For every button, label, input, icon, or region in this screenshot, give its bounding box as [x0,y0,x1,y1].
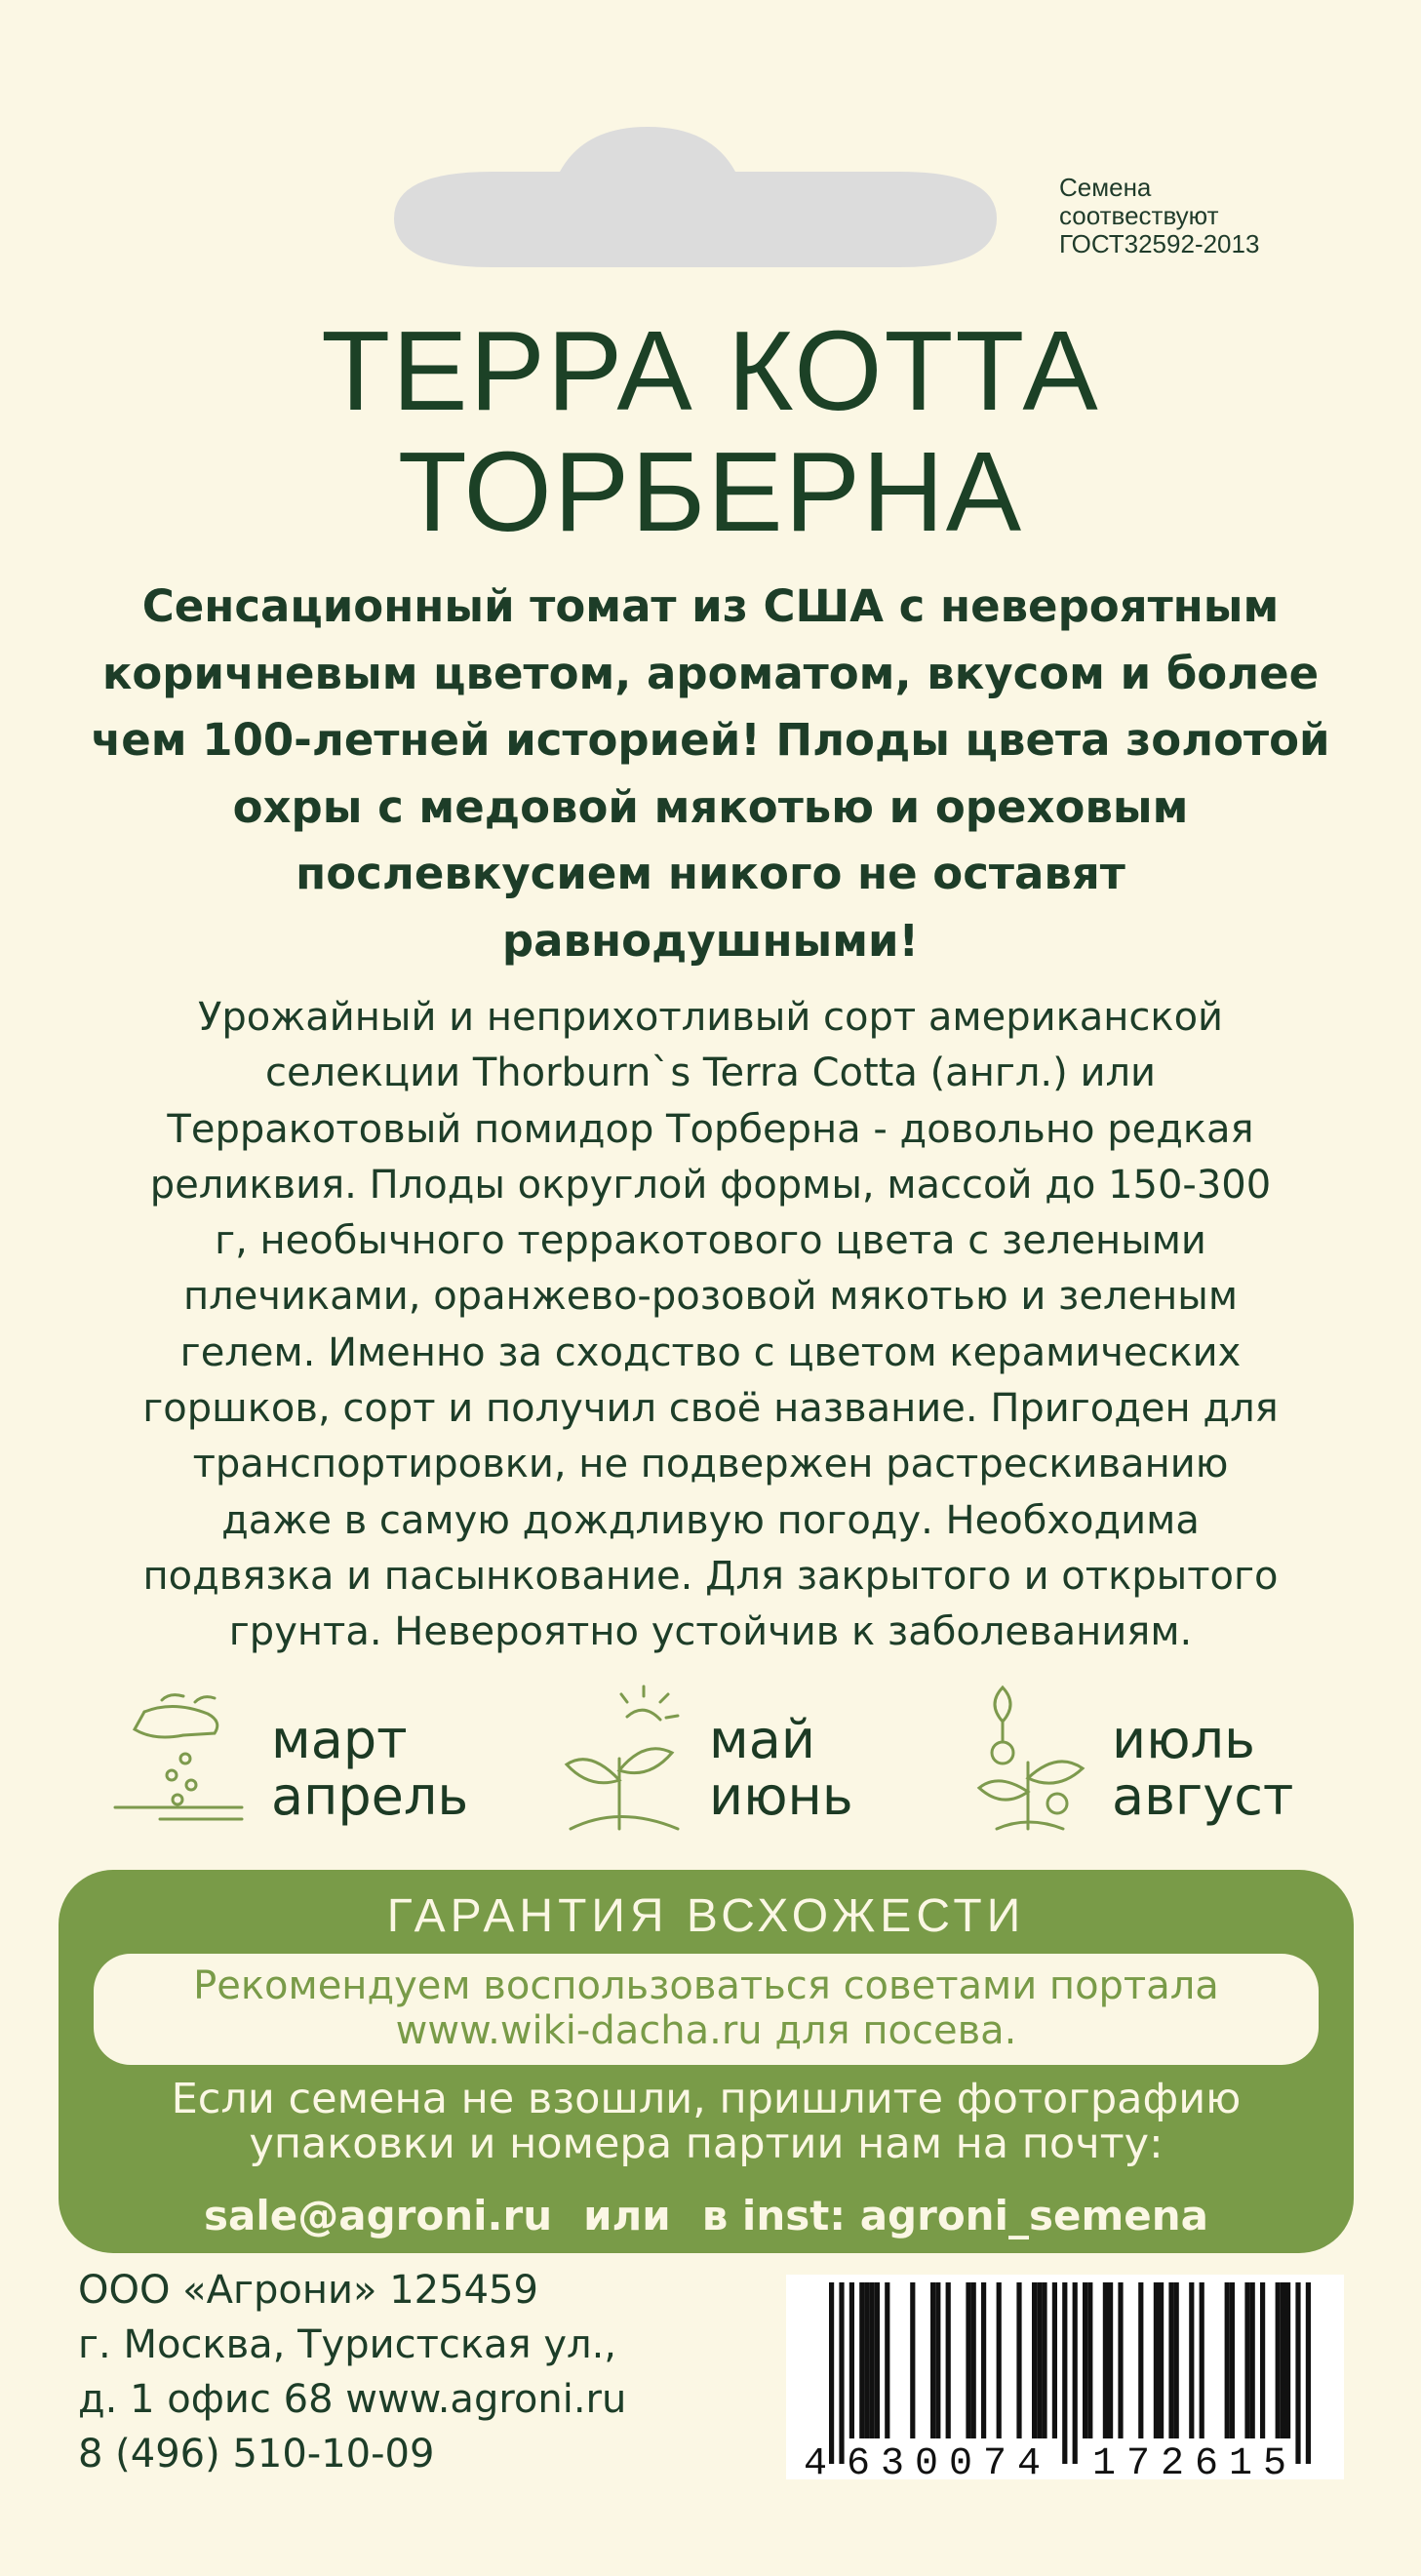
barcode-bar [1052,2282,1057,2438]
description-line: транспортировки, не подвержен растрескиванию [192,1442,1229,1487]
barcode-bar [1032,2282,1037,2438]
barcode-bar [1037,2282,1042,2438]
advice-line: www.wiki-dacha.ru для посева. [395,2008,1017,2053]
month-label: апрель [271,1765,469,1827]
description-line: грунта. Невероятно устойчив к заболеваниям. [228,1609,1193,1655]
barcode-bar [1174,2282,1179,2438]
lead-paragraph [39,574,1382,974]
lead-line: чем 100-летней историей! Плоды цвета золотой [91,714,1330,766]
company-line: 8 (496) 510-10-09 [78,2432,435,2477]
barcode-bar [1108,2282,1113,2438]
barcode-bar [1168,2282,1173,2438]
month-label: август [1112,1765,1294,1827]
season-label [709,1709,853,1827]
season-label [1112,1709,1294,1827]
instagram-handle[interactable]: в inst: agroni_semena [701,2192,1208,2239]
barcode-bar [971,2282,976,2438]
lead-line: послевкусием никого не оставят [296,848,1125,899]
description-line: Терракотовый помидор Торберна - довольно редкая [167,1106,1254,1152]
barcode [786,2275,1344,2479]
description-line: селекции Thorburn`s Terra Cotta (англ.) или [264,1050,1157,1096]
guarantee-title: ГАРАНТИЯ ВСХОЖЕСТИ [386,1890,1026,1942]
barcode-bar [1118,2282,1123,2438]
description-line: горшков, сорт и получил своё название. Пригоден для [142,1386,1279,1432]
barcode-bar [1073,2282,1078,2464]
season-calendar [0,1673,1421,1848]
barcode-bars [829,2282,1311,2464]
company-info [78,2263,761,2481]
season-fruiting [967,1673,1358,1848]
description-line: даже в самую дождливую погоду. Необходима [221,1497,1200,1543]
advice-box [94,1954,1319,2065]
sowing-hand-icon [105,1683,252,1839]
barcode-bar [1230,2282,1235,2438]
fallback-line: Если семена не взошли, пришлите фотографию [171,2075,1242,2123]
hanger-shape [394,127,997,267]
month-label: июль [1112,1709,1255,1770]
lead-line: равнодушными! [501,914,920,967]
or-separator: или [583,2192,671,2239]
barcode-bar [849,2282,854,2438]
barcode-bar [946,2282,951,2438]
season-sowing [105,1673,495,1848]
description-line: г, необычного терракотового цвета с зелеными [215,1218,1206,1264]
lead-line: коричневым цветом, ароматом, вкусом и более [101,647,1320,699]
month-label: март [271,1709,408,1770]
month-label: июнь [709,1765,853,1827]
contact-line [59,2192,1354,2240]
product-title [0,307,1421,555]
gost-line: соотвествуют [1059,201,1219,230]
advice-line: Рекомендуем воспользоваться советами портала [193,1963,1219,2008]
barcode-bar [966,2282,970,2438]
barcode-bar [1016,2282,1021,2438]
barcode-bar [1276,2282,1281,2438]
barcode-first-digit: 4 [804,2442,828,2479]
barcode-bar [1159,2282,1164,2438]
barcode-bar [864,2282,869,2438]
title-line: ТЕРРА КОТТА [321,307,1100,434]
barcode-bar [1154,2282,1159,2438]
barcode-bar [935,2282,940,2438]
barcode-bar [910,2282,915,2438]
barcode-bar [1306,2282,1311,2464]
description-line: гелем. Именно за сходство с цветом керамических [179,1329,1242,1375]
barcode-bar [1285,2282,1290,2438]
barcode-bar [1062,2282,1067,2464]
fruiting-plant-icon [967,1683,1114,1839]
barcode-graphic [786,2275,1344,2479]
lead-line: охры с медовой мякотью и ореховым [232,780,1189,833]
company-line: д. 1 офис 68 www.agroni.ru [78,2377,627,2422]
description-line: подвязка и пасынкование. Для закрытого и открытого [142,1553,1279,1599]
barcode-bar [875,2282,880,2438]
guarantee-panel [59,1870,1354,2253]
barcode-bar [829,2282,834,2464]
email-address[interactable]: sale@agroni.ru [204,2192,553,2239]
barcode-bar [1200,2282,1204,2438]
barcode-bar [859,2282,864,2438]
lead-line: Сенсационный томат из США с невероятным [141,580,1280,632]
barcode-bar [1042,2282,1046,2438]
company-line: ООО «Агрони» 125459 [78,2268,538,2313]
season-label [271,1709,469,1827]
barcode-bar [1189,2282,1194,2438]
barcode-bar [1225,2282,1230,2438]
barcode-bar [1295,2282,1300,2464]
barcode-bar [839,2282,844,2464]
barcode-bar [870,2282,875,2438]
barcode-bar [1260,2282,1265,2438]
barcode-bar [1250,2282,1255,2438]
barcode-bar [1103,2282,1108,2438]
gost-line: Семена [1059,173,1152,202]
barcode-bar [1087,2282,1092,2438]
description-line: Урожайный и неприхотливый сорт американской [197,995,1224,1040]
barcode-bar [981,2282,986,2438]
barcode-bar [1138,2282,1143,2438]
season-sprouting [551,1673,902,1848]
barcode-bar [930,2282,935,2438]
barcode-bar [885,2282,889,2438]
gost-note [1059,174,1303,258]
barcode-bar [1244,2282,1249,2438]
barcode-bar [997,2282,1002,2438]
sprout-sun-icon [551,1683,697,1839]
fallback-line: упаковки и номера партии нам на почту: [249,2120,1164,2168]
barcode-bar [1281,2282,1285,2438]
title-line: ТОРБЕРНА [397,428,1024,555]
fallback-text [59,2077,1354,2166]
hanger-hole [394,127,997,267]
description-line: плечиками, оранжево-розовой мякотью и зеленым [182,1274,1239,1320]
barcode-right-digits: 172615 [1092,2442,1298,2479]
barcode-bar [1083,2282,1087,2438]
description-line: реликвия. Плоды округлой формы, массой до 150-300 [149,1162,1272,1208]
month-label: май [709,1709,815,1770]
description-paragraph [39,990,1382,1661]
gost-line: ГОСТ32592-2013 [1059,229,1260,258]
company-line: г. Москва, Туристская ул., [78,2322,616,2367]
barcode-left-digits: 630074 [847,2442,1052,2479]
